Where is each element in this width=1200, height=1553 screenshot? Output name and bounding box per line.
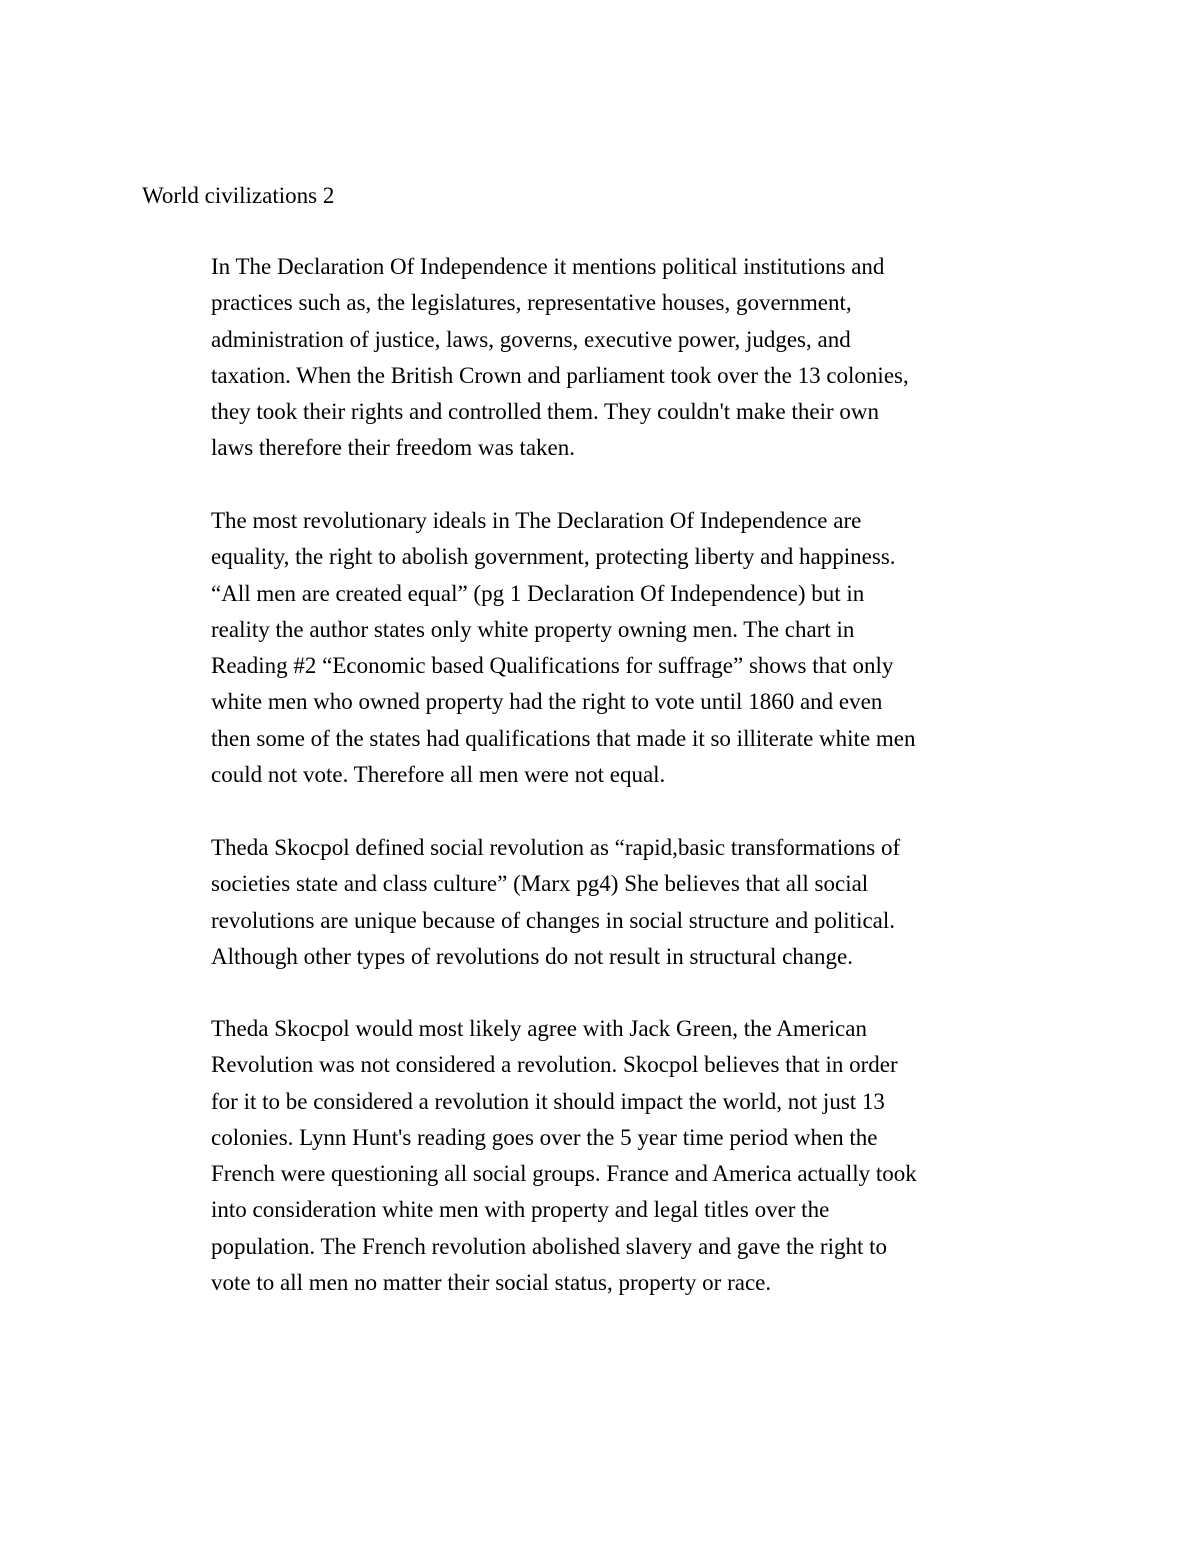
text-line: Theda Skocpol defined social revolution as “rapid,basic transformations of (211, 835, 901, 860)
text-line: equality, the right to abolish government, protecting liberty and happiness. (211, 544, 896, 570)
text-line: In The Declaration Of Independence it mentions political institutions and (211, 254, 885, 279)
text-line: The most revolutionary ideals in The Declaration Of Independence are (211, 508, 862, 533)
paragraph-american-revolution (211, 1011, 1071, 1301)
text-line: taxation. When the British Crown and parliament took over the 13 colonies, (211, 362, 909, 388)
text-line: for it to be considered a revolution it should impact the world, not just 13 (211, 1088, 885, 1114)
text-line: they took their rights and controlled them. They couldn't make their own (211, 399, 880, 425)
text-line: administration of justice, laws, governs, executive power, judges, and (211, 326, 851, 352)
text-line: vote to all men no matter their social status, property or race. (211, 1270, 772, 1296)
text-line: population. The French revolution abolished slavery and gave the right to (211, 1233, 887, 1259)
text-line: societies state and class culture” (Marx pg4) She believes that all social (211, 871, 869, 897)
text-line: French were questioning all social groups. France and America actually took (211, 1161, 917, 1187)
text-line: Although other types of revolutions do not result in structural change. (211, 943, 853, 969)
text-line: laws therefore their freedom was taken. (211, 435, 576, 461)
text-line: “All men are created equal” (pg 1 Declaration Of Independence) but in (211, 580, 865, 606)
text-line: Reading #2 “Economic based Qualifications for suffrage” shows that only (211, 653, 894, 679)
text-line: white men who owned property had the right to vote until 1860 and even (211, 689, 883, 715)
text-line: Revolution was not considered a revolution. Skocpol believes that in order (211, 1052, 898, 1078)
text-line: then some of the states had qualifications that made it so illiterate white men (211, 725, 916, 751)
text-line: colonies. Lynn Hunt's reading goes over the 5 year time period when the (211, 1124, 878, 1150)
document-title: World civilizations 2 (142, 183, 335, 208)
paragraph-social-revolution (211, 830, 1071, 975)
text-line: Theda Skocpol would most likely agree with Jack Green, the American (211, 1016, 867, 1041)
paragraph-political-institutions (211, 249, 1071, 467)
text-line: practices such as, the legislatures, representative houses, government, (211, 290, 852, 316)
text-line: could not vote. Therefore all men were not equal. (211, 762, 666, 788)
text-line: into consideration white men with property and legal titles over the (211, 1197, 830, 1223)
paragraph-revolutionary-ideals (211, 503, 1071, 793)
text-line: reality the author states only white property owning men. The chart in (211, 616, 855, 642)
text-line: revolutions are unique because of changes in social structure and political. (211, 907, 896, 933)
